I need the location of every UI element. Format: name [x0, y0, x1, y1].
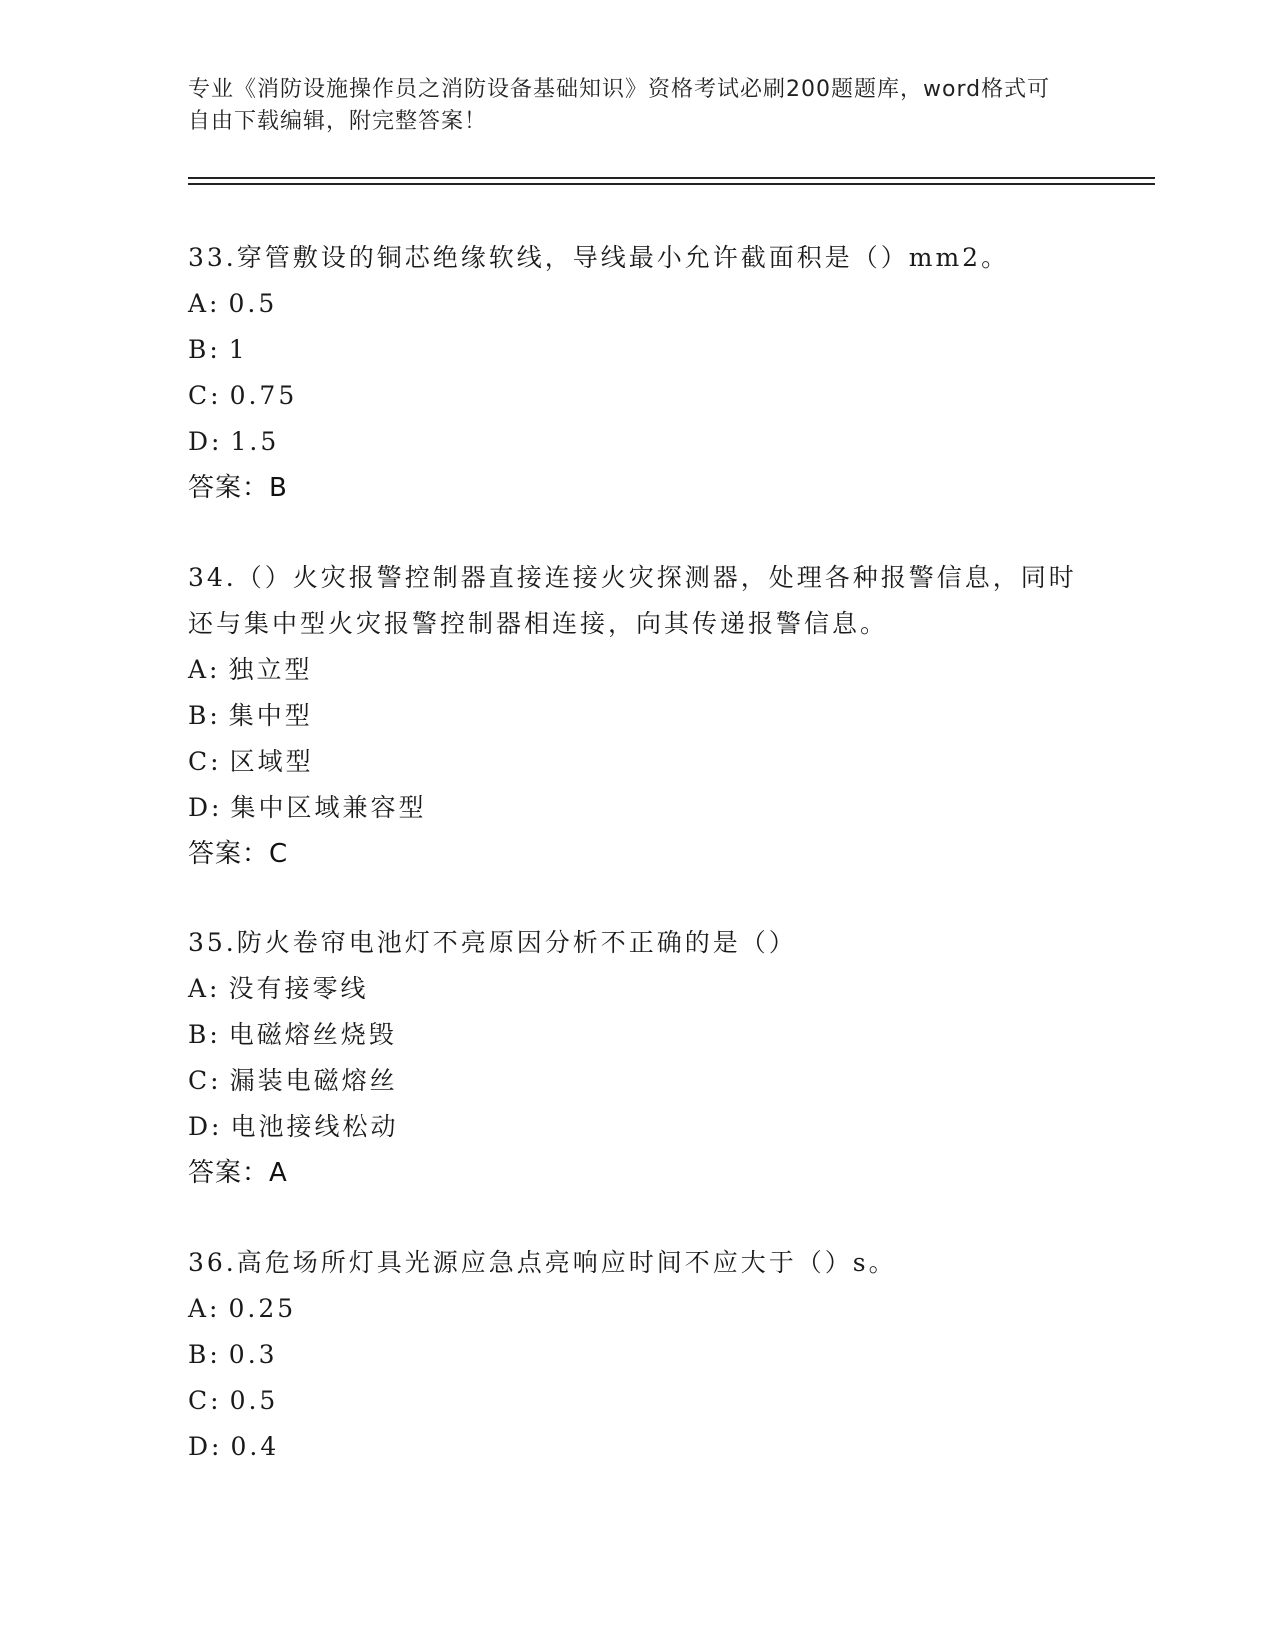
- question-35: [188, 920, 1088, 1196]
- question-stem: 34.（）火灾报警控制器直接连接火灾探测器，处理各种报警信息，同时还与集中型火灾报警控制器相连接，向其传递报警信息。: [188, 563, 1077, 638]
- option-key: D:: [188, 1112, 223, 1141]
- option-c: [188, 1058, 1088, 1104]
- document-header: 专业《消防设施操作员之消防设备基础知识》资格考试必刷200题题库，word格式可自由下载编辑，附完整答案！: [188, 77, 1051, 134]
- option-text: 电池接线松动: [230, 1112, 399, 1141]
- option-text: 1: [228, 335, 248, 364]
- option-key: D:: [188, 1432, 223, 1461]
- option-text: 独立型: [228, 655, 313, 684]
- option-text: 没有接零线: [228, 974, 369, 1003]
- option-text: 集中型: [228, 701, 313, 730]
- question-stem: 35.防火卷帘电池灯不亮原因分析不正确的是（）: [188, 928, 797, 957]
- option-text: 1.5: [230, 427, 280, 456]
- option-key: A:: [188, 1294, 221, 1323]
- option-key: B:: [188, 335, 221, 364]
- option-text: 0.4: [230, 1432, 280, 1461]
- answer-line: 答案：C: [188, 839, 289, 869]
- option-text: 0.25: [228, 1294, 297, 1323]
- option-a: [188, 966, 1088, 1012]
- header-divider-top: [188, 177, 1155, 179]
- header-divider-bottom: [188, 183, 1155, 185]
- option-c: [188, 739, 1088, 785]
- option-key: C:: [188, 381, 222, 410]
- option-key: D:: [188, 793, 223, 822]
- option-text: 漏装电磁熔丝: [229, 1066, 398, 1095]
- option-text: 集中区域兼容型: [230, 793, 427, 822]
- option-key: C:: [188, 1066, 222, 1095]
- question-33: [188, 235, 1088, 511]
- option-key: A:: [188, 974, 221, 1003]
- option-c: [188, 1378, 1088, 1424]
- option-key: B:: [188, 701, 221, 730]
- option-text: 电磁熔丝烧毁: [228, 1020, 397, 1049]
- answer-line: 答案：A: [188, 1158, 288, 1188]
- option-key: B:: [188, 1340, 221, 1369]
- option-b: [188, 1012, 1088, 1058]
- option-d: [188, 785, 1088, 831]
- option-d: [188, 1104, 1088, 1150]
- option-b: [188, 693, 1088, 739]
- option-text: 0.5: [228, 289, 278, 318]
- option-b: [188, 327, 1088, 373]
- option-text: 0.3: [228, 1340, 278, 1369]
- answer-line: 答案：B: [188, 473, 288, 503]
- option-key: B:: [188, 1020, 221, 1049]
- question-34: [188, 555, 1088, 877]
- option-c: [188, 373, 1088, 419]
- option-key: A:: [188, 655, 221, 684]
- option-text: 0.5: [229, 1386, 279, 1415]
- option-text: 区域型: [229, 747, 314, 776]
- question-36: [188, 1240, 1088, 1470]
- option-b: [188, 1332, 1088, 1378]
- question-stem: 36.高危场所灯具光源应急点亮响应时间不应大于（）s。: [188, 1248, 897, 1277]
- option-key: C:: [188, 1386, 222, 1415]
- option-key: A:: [188, 289, 221, 318]
- option-key: D:: [188, 427, 223, 456]
- option-a: [188, 647, 1088, 693]
- option-d: [188, 419, 1088, 465]
- option-text: 0.75: [229, 381, 298, 410]
- option-a: [188, 1286, 1088, 1332]
- option-d: [188, 1424, 1088, 1470]
- question-stem: 33.穿管敷设的铜芯绝缘软线，导线最小允许截面积是（）mm2。: [188, 243, 1010, 272]
- option-a: [188, 281, 1088, 327]
- option-key: C:: [188, 747, 222, 776]
